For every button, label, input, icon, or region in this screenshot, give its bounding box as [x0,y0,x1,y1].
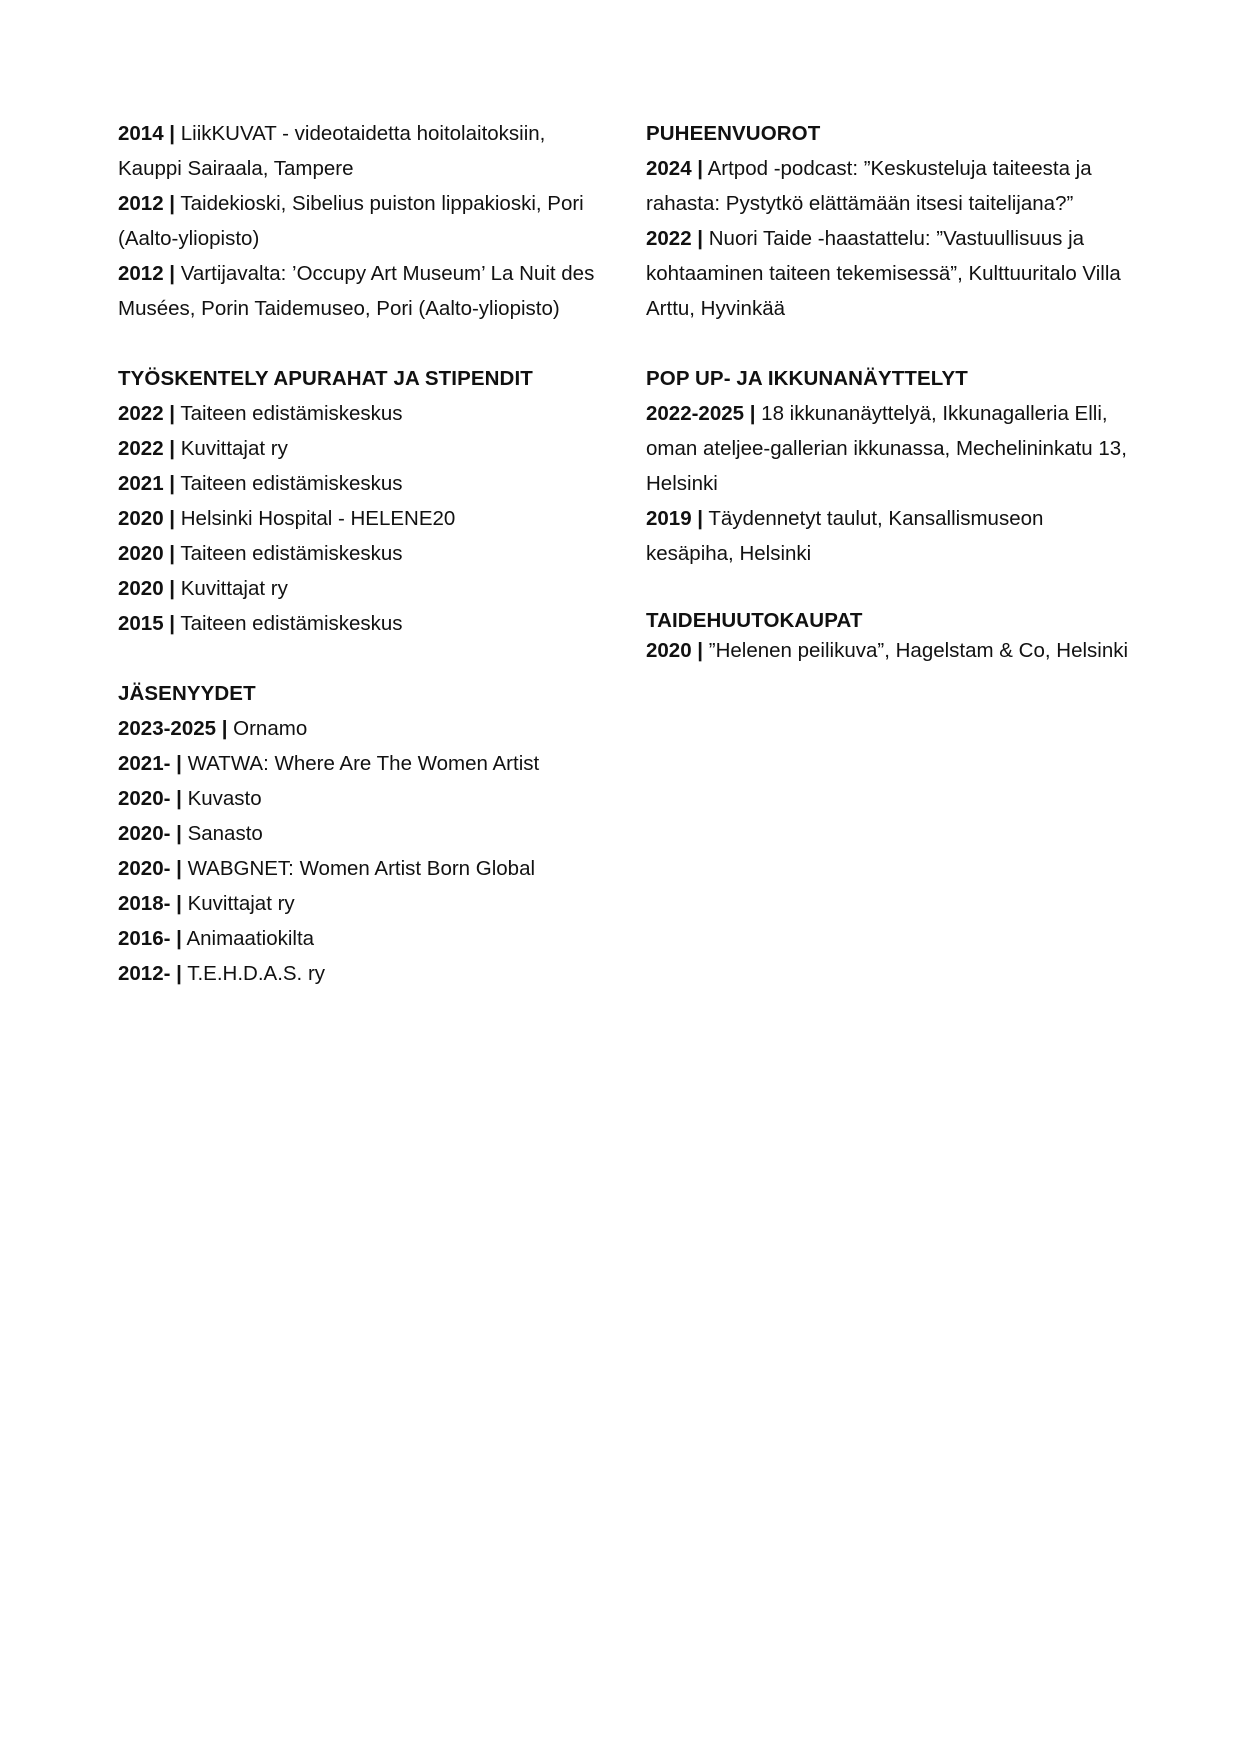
entry-year: 2022 | [646,227,704,250]
list-item [118,711,608,746]
entry-text: Nuori Taide -haastattelu: ”Vastuullisuus ja kohtaaminen taiteen tekemisessä”, Kulttuuritalo Villa Arttu, Hyvinkää [646,227,1121,320]
entry-year: 2021- | [118,752,182,775]
list-item [118,606,608,641]
list-item [118,501,608,536]
list-item [118,746,608,781]
entry-text: Taiteen edistämiskeskus [175,402,403,425]
entry-text: WATWA: Where Are The Women Artist [181,752,540,775]
list-item [118,816,608,851]
section-memberships [118,676,608,991]
list-item [118,536,608,571]
entry-year: 2020 | [646,639,704,662]
entry-text: Kuvasto [181,787,262,810]
entry-year: 2022-2025 | [646,402,756,425]
list-item [118,396,608,431]
entry-text: Kuvittajat ry [175,577,288,600]
entry-text: ”Helenen peilikuva”, Hagelstam & Co, Helsinki [703,639,1129,662]
list-item [118,921,608,956]
list-item [118,571,608,606]
entry-year: 2021 | [118,472,176,495]
list-item [118,466,608,501]
entry-text: Helsinki Hospital - HELENE20 [175,507,456,530]
entry-year: 2012 | [118,262,176,285]
section-heading: JÄSENYYDET [118,682,256,705]
list-item [118,886,608,921]
list-item [118,116,608,186]
list-item [118,956,608,991]
entry-text: Taidekioski, Sibelius puiston lippakioski, Pori (Aalto-yliopisto) [118,192,584,250]
entry-year: 2016- | [118,927,182,950]
entry-year: 2020 | [118,542,176,565]
entry-year: 2020- | [118,787,182,810]
section-popup-exhibitions [646,361,1136,571]
list-item [646,221,1136,326]
entry-text: Kuvittajat ry [181,892,295,915]
entry-text: Sanasto [181,822,263,845]
entry-text: Kuvittajat ry [175,437,288,460]
entry-year: 2015 | [118,612,176,635]
entry-text: Taiteen edistämiskeskus [175,542,403,565]
entry-text: Taiteen edistämiskeskus [175,612,403,635]
entry-year: 2014 | [118,122,176,145]
entry-year: 2020 | [118,507,176,530]
entry-text: Animaatiokilta [181,927,315,950]
entry-text: T.E.H.D.A.S. ry [181,962,326,985]
section-heading: TAIDEHUUTOKAUPAT [646,609,863,632]
list-item [118,186,608,256]
entry-year: 2020- | [118,857,182,880]
entry-year: 2012 | [118,192,176,215]
section-heading: POP UP- JA IKKUNANÄYTTELYT [646,367,968,390]
entry-text: 18 ikkunanäyttelyä, Ikkunagalleria Elli, oman ateljee-gallerian ikkunassa, Mechelininkatu 13, Helsinki [646,402,1127,495]
list-item [646,636,1136,666]
entry-year: 2018- | [118,892,182,915]
list-item [118,431,608,466]
section-talks [646,116,1136,326]
section-projects [118,116,608,326]
section-heading: PUHEENVUOROT [646,122,821,145]
section-grants [118,361,608,641]
list-item [118,851,608,886]
entry-year: 2020 | [118,577,176,600]
entry-text: Artpod -podcast: ”Keskusteluja taiteesta ja rahasta: Pystytkö elättämään itsesi taitelijana?” [646,157,1092,215]
left-column [118,116,608,1026]
list-item [646,501,1136,571]
entry-text: LiikKUVAT - videotaidetta hoitolaitoksiin, Kauppi Sairaala, Tampere [118,122,546,180]
entry-text: Ornamo [227,717,308,740]
entry-year: 2012- | [118,962,182,985]
entry-year: 2022 | [118,437,176,460]
entry-year: 2020- | [118,822,182,845]
entry-text: Vartijavalta: ’Occupy Art Museum’ La Nuit des Musées, Porin Taidemuseo, Pori (Aalto-yliopisto) [118,262,595,320]
list-item [118,256,608,326]
entry-text: WABGNET: Women Artist Born Global [181,857,536,880]
entry-text: Täydennetyt taulut, Kansallismuseon kesäpiha, Helsinki [646,507,1044,565]
entry-year: 2024 | [646,157,704,180]
list-item [646,396,1136,501]
right-column [646,116,1136,701]
section-heading: TYÖSKENTELY APURAHAT JA STIPENDIT [118,367,533,390]
list-item [646,151,1136,221]
section-auctions [646,606,1136,666]
entry-text: Taiteen edistämiskeskus [175,472,403,495]
entry-year: 2023-2025 | [118,717,228,740]
entry-year: 2019 | [646,507,704,530]
entry-year: 2022 | [118,402,176,425]
list-item [118,781,608,816]
